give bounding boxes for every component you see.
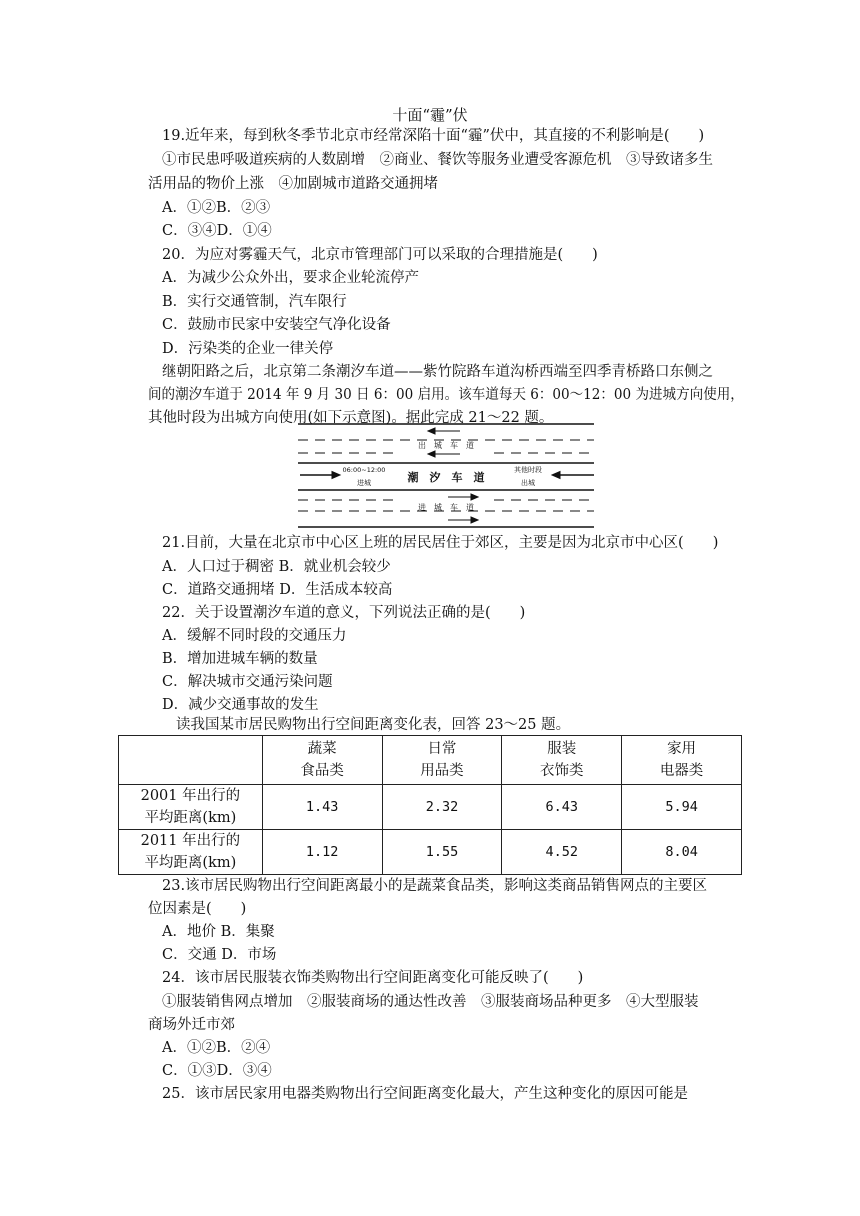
q19-stem: 19.近年来，每到秋冬季节北京市经常深陷十面“霾”伏中，其直接的不利影响是( ) [162, 128, 705, 144]
table-row [119, 785, 742, 830]
out-lane-label: 出 城 车 道 [418, 441, 474, 450]
table-header-cell: 家用 电器类 [622, 736, 742, 785]
q20-stem: 20．为应对雾霾天气，北京市管理部门可以采取的合理措施是( ) [162, 247, 598, 263]
q20-option-b: B．实行交通管制，汽车限行 [162, 294, 347, 310]
table-intro: 读我国某市居民购物出行空间距离变化表，回答 23～25 题。 [176, 717, 571, 733]
table-value-cell: 1.55 [382, 830, 502, 875]
q20-option-c: C．鼓励市民家中安装空气净化设备 [162, 317, 391, 333]
table-row [119, 830, 742, 875]
q22-option-c: C．解决城市交通污染问题 [162, 674, 333, 690]
table-value-cell: 1.12 [262, 830, 382, 875]
row-label-cell: 2001 年出行的 平均距离(km) [119, 785, 263, 830]
q21-options-ab: A．人口过于稠密 B．就业机会较少 [162, 559, 391, 575]
shopping-distance-table [118, 735, 742, 875]
table-value-cell: 1.43 [262, 785, 382, 830]
section-title: 十面“霾”伏 [392, 106, 468, 124]
q24-items-line2: 商场外迁市郊 [148, 1017, 235, 1033]
table-header-cell: 服装 衣饰类 [502, 736, 622, 785]
q19-options-cd: C．③④D．①④ [162, 223, 272, 239]
q19-items-line2: 活用品的物价上涨 ④加剧城市道路交通拥堵 [148, 176, 438, 192]
q22-option-b: B．增加进城车辆的数量 [162, 651, 318, 667]
q23-stem-line2: 位因素是( ) [148, 901, 247, 917]
passage-line2: 间的潮汐车道于 2014 年 9 月 30 日 6：00 启用。该车道每天 6：00～12：00 为进城方向使用， [148, 387, 744, 403]
table-value-cell: 8.04 [622, 830, 742, 875]
table-corner-cell [119, 736, 263, 785]
passage-line3: 其他时段为出城方向使用(如下示意图)。据此完成 21～22 题。 [148, 410, 554, 426]
q21-options-cd: C．道路交通拥堵 D．生活成本较高 [162, 582, 393, 598]
q19-items-line1: ①市民患呼吸道疾病的人数剧增 ②商业、餐饮等服务业遭受客源危机 ③导致诸多生 [162, 152, 713, 168]
table-header-cell: 蔬菜 食品类 [262, 736, 382, 785]
q22-option-d: D．减少交通事故的发生 [162, 697, 319, 713]
q24-options-ab: A．①②B．②④ [162, 1040, 271, 1056]
table-value-cell: 5.94 [622, 785, 742, 830]
q24-options-cd: C．①③D．③④ [162, 1063, 272, 1079]
q22-option-a: A．缓解不同时段的交通压力 [162, 628, 347, 644]
morning-time-label: 06:00~12:00 [342, 466, 386, 474]
row-label-cell: 2011 年出行的 平均距离(km) [119, 830, 263, 875]
q20-option-a: A．为减少公众外出，要求企业轮流停产 [162, 270, 419, 286]
tidal-lane-diagram [298, 423, 594, 529]
q23-stem-line1: 23.该市居民购物出行空间距离最小的是蔬菜食品类，影响这类商品销售网点的主要区 [162, 878, 708, 894]
table-header-cell: 日常 用品类 [382, 736, 502, 785]
q24-items-line1: ①服装销售网点增加 ②服装商场的通达性改善 ③服装商场品种更多 ④大型服装 [162, 994, 699, 1010]
q19-options-ab: A．①②B．②③ [162, 200, 271, 216]
q24-stem: 24．该市居民服装衣饰类购物出行空间距离变化可能反映了( ) [162, 970, 584, 986]
other-direction-label: 出城 [521, 479, 535, 487]
in-lane-label: 进 城 车 道 [418, 503, 474, 512]
table-value-cell: 6.43 [502, 785, 622, 830]
table-value-cell: 2.32 [382, 785, 502, 830]
table-value-cell: 4.52 [502, 830, 622, 875]
q20-option-d: D．污染类的企业一律关停 [162, 341, 334, 357]
table-header-row [119, 736, 742, 785]
q23-options-ab: A．地价 B．集聚 [162, 924, 275, 940]
q21-stem: 21.目前，大量在北京市中心区上班的居民居住于郊区，主要是因为北京市中心区( ) [162, 535, 719, 551]
q25-stem: 25．该市居民家用电器类购物出行空间距离变化最大，产生这种变化的原因可能是 [162, 1086, 688, 1102]
q22-stem: 22．关于设置潮汐车道的意义，下列说法正确的是( ) [162, 605, 526, 621]
q23-options-cd: C．交通 D．市场 [162, 947, 277, 963]
other-time-label: 其他时段 [514, 466, 542, 474]
morning-direction-label: 进城 [357, 479, 371, 487]
tidal-lane-label: 潮 汐 车 道 [407, 471, 485, 484]
passage-line1: 继朝阳路之后，北京第二条潮汐车道——紫竹院路车道沟桥西端至四季青桥路口东侧之 [162, 364, 713, 380]
